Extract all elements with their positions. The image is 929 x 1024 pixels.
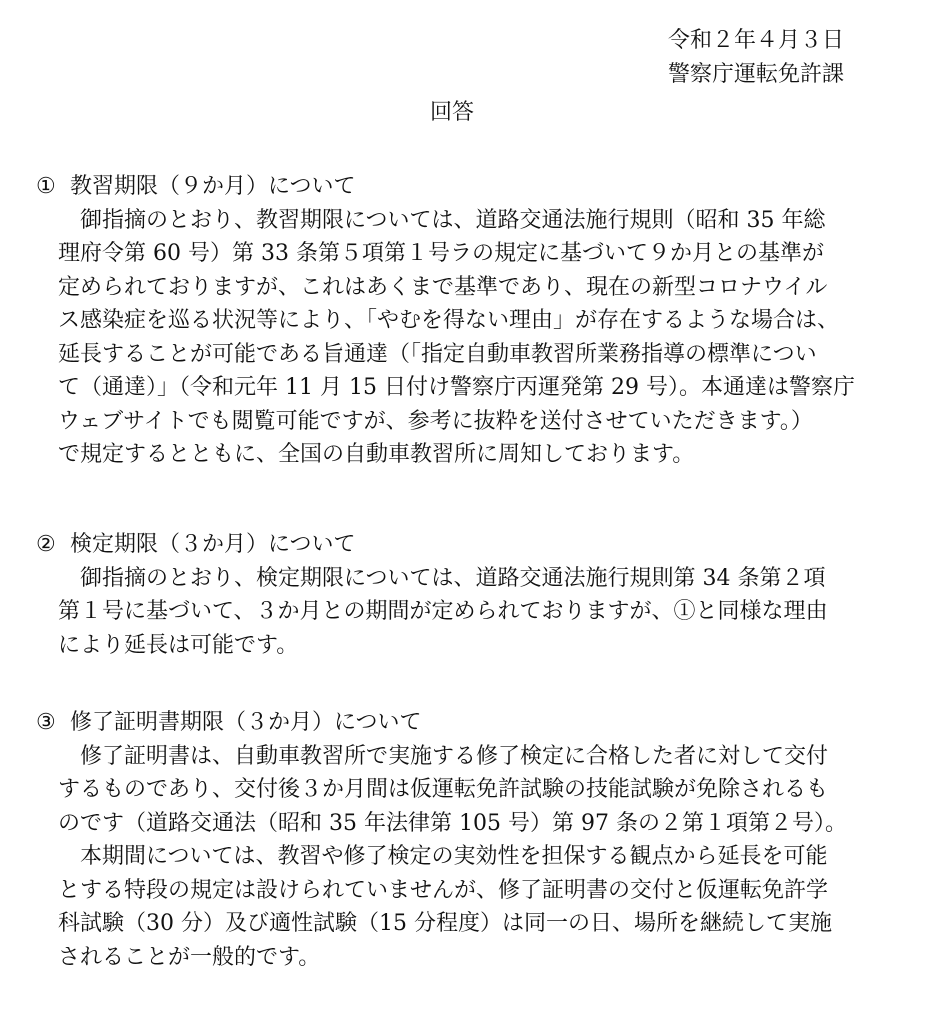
- issuing-department: 警察庁運転免許課: [668, 62, 845, 87]
- paragraph-line: 本期間については、教習や修了検定の実効性を担保する観点から延長を可能: [80, 844, 828, 869]
- paragraph-line: するものであり、交付後３か月間は仮運転免許試験の技能試験が免除されるも: [58, 777, 829, 802]
- section-heading: [36, 170, 896, 204]
- section-number: ②: [36, 532, 56, 557]
- paragraph-line: て（通達）」（令和元年 11 月 15 日付け警察庁丙運発第 29 号）。本通達は警察庁: [58, 375, 855, 400]
- paragraph-line: 御指摘のとおり、検定期限については、道路交通法施行規則第 34 条第２項: [80, 565, 826, 591]
- document-title: 回答: [430, 100, 475, 125]
- section-number: ①: [36, 174, 56, 199]
- paragraph-line: 延長することが可能である旨通達（「指定自動車教習所業務指導の標準につい: [58, 341, 817, 367]
- paragraph-line: 理府令第 60 号）第 33 条第５項第１号ラの規定に基づいて９か月との基準が: [58, 241, 824, 266]
- section-1: [36, 170, 896, 472]
- section-3: [36, 706, 896, 974]
- section-heading-text: 教習期限（９か月）について: [70, 174, 356, 199]
- section-number: ③: [36, 710, 56, 735]
- paragraph-line: 第１号に基づいて、３か月との期間が定められておりますが、①と同様な理由: [58, 599, 828, 624]
- paragraph-line: で規定するとともに、全国の自動車教習所に周知しております。: [58, 442, 695, 467]
- paragraph-line: 科試験（30 分）及び適性試験（15 分程度）は同一の日、場所を継続して実施: [58, 911, 832, 936]
- paragraph-line: 御指摘のとおり、教習期限については、道路交通法施行規則（昭和 35 年総: [80, 207, 826, 233]
- paragraph-line: されることが一般的です。: [58, 944, 321, 970]
- paragraph-line: ス感染症を巡る状況等により、「やむを得ない理由」が存在するような場合は、: [58, 308, 840, 333]
- paragraph-line: とする特段の規定は設けられていませんが、修了証明書の交付と仮運転免許学: [58, 877, 829, 903]
- section-heading-text: 修了証明書期限（３か月）について: [70, 710, 422, 735]
- section-heading: [36, 528, 896, 562]
- document-header: [668, 24, 844, 92]
- document-date: 令和２年４月３日: [668, 28, 845, 53]
- paragraph-line: 修了証明書は、自動車教習所で実施する修了検定に合格した者に対して交付: [80, 743, 829, 769]
- paragraph-line: ウェブサイトでも閲覧可能ですが、参考に抜粋を送付させていただきます。）: [58, 408, 813, 434]
- section-heading: [36, 706, 896, 740]
- section-heading-text: 検定期限（３か月）について: [70, 532, 356, 557]
- section-2: [36, 528, 896, 662]
- paragraph-line: 定められておりますが、これはあくまで基準であり、現在の新型コロナウイル: [58, 274, 828, 300]
- paragraph-line: のです（道路交通法（昭和 35 年法律第 105 号）第 97 条の２第１項第２号）。: [58, 810, 847, 836]
- paragraph-line: により延長は可能です。: [58, 632, 299, 658]
